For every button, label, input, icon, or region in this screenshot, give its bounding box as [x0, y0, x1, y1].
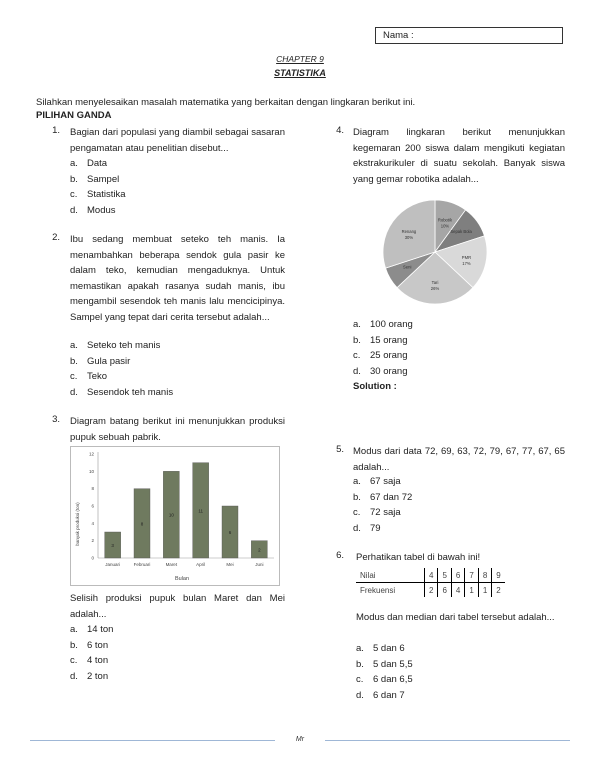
table-cell: 6	[451, 568, 464, 583]
option[interactable]: a. 14 ton	[70, 624, 114, 635]
table-header-label: Nilai	[356, 568, 425, 583]
pie-value-label: 26%	[430, 286, 440, 292]
q1-text: Bagian dari populasi yang diambil sebagai sasaran pengamatan atau penelitian disebut...	[70, 127, 285, 154]
q2-number: 2.	[52, 232, 60, 243]
q2-text: Ibu sedang membuat seteko teh manis. Ia menambahkan beberapa sendok gula pasir ke dalam teko, kemudian mengaduknya. Untuk memastikan apakah rasanya sudah manis, ibu mengambil sesendok teh manis lalu mencicipinya. Sampel yang tepat dari cerita tersebut adalah...	[70, 234, 285, 323]
option[interactable]: c. 4 ton	[70, 655, 109, 666]
chapter-label: CHAPTER 9	[276, 54, 324, 64]
option[interactable]: c. 72 saja	[353, 507, 401, 518]
q5-options	[353, 474, 412, 536]
option[interactable]: c. Teko	[70, 371, 108, 382]
table-cell: 1	[478, 583, 491, 598]
option[interactable]: a. Seteko teh manis	[70, 340, 161, 351]
q2-options	[70, 338, 173, 400]
x-tick-label: Maret	[165, 562, 178, 567]
table-cell: 8	[478, 568, 491, 583]
y-tick-label: 0	[91, 555, 94, 561]
table-cell: 1	[465, 583, 478, 598]
table-cell: 9	[492, 568, 505, 583]
table-cell: 5	[438, 568, 451, 583]
q3-number: 3.	[52, 414, 60, 425]
option[interactable]: c. 25 orang	[353, 350, 408, 361]
q6-number: 6.	[336, 550, 344, 561]
pie-label: Robotik	[437, 217, 453, 223]
bar-chart	[70, 446, 280, 586]
solution-label: Solution :	[353, 381, 397, 392]
frequency-table	[356, 568, 505, 597]
bar-value-label: 11	[198, 508, 204, 514]
pie-label: Renang	[401, 229, 417, 235]
bar-value-label: 3	[111, 543, 114, 548]
table-cell: 2	[492, 583, 505, 598]
option[interactable]: d. 79	[353, 522, 381, 534]
bar-value-label: 8	[140, 521, 144, 527]
q1-number: 1.	[52, 125, 60, 136]
pie-label: Tari	[431, 280, 439, 286]
intro-text: Silahkan menyelesaikan masalah matematika yang berkaitan dengan lingkaran berikut ini.	[36, 97, 416, 108]
table-cell: 2	[425, 583, 438, 598]
option[interactable]: d. 2 ton	[70, 670, 109, 682]
table-cell: 6	[438, 583, 451, 598]
option[interactable]: b. 6 ton	[70, 639, 109, 651]
option[interactable]: c. Statistika	[70, 189, 126, 200]
option[interactable]: b. Gula pasir	[70, 355, 131, 367]
bar-value-label: 10	[168, 512, 174, 518]
q3-text: Diagram batang berikut ini menunjukkan produksi pupuk sebuah pabrik.	[70, 416, 285, 443]
option[interactable]: d. Modus	[70, 204, 116, 216]
bar-value-label: 6	[228, 530, 232, 535]
x-tick-label: Mei	[226, 562, 234, 567]
option[interactable]: b. Sampel	[70, 173, 120, 185]
y-tick-label: 10	[88, 468, 94, 474]
y-tick-label: 12	[88, 451, 94, 457]
x-tick-label: Juni	[255, 562, 264, 567]
x-tick-label: Februari	[133, 562, 151, 567]
option[interactable]: c. 6 dan 6,5	[356, 674, 413, 685]
q3-question: Selisih produksi pupuk bulan Maret dan Mei adalah...	[70, 593, 285, 620]
y-axis-label: banyak produksi (ton)	[75, 502, 80, 546]
x-tick-label: April	[196, 562, 206, 567]
option[interactable]: b. 5 dan 5,5	[356, 658, 413, 670]
option[interactable]: b. 15 orang	[353, 334, 408, 346]
y-tick-label: 6	[91, 503, 94, 509]
q6-options	[356, 641, 413, 703]
q6-question: Modus dan median dari tabel tersebut adalah...	[356, 612, 555, 623]
table-cell: 7	[465, 568, 478, 583]
table-cell: 4	[425, 568, 438, 583]
option[interactable]: d. Sesendok teh manis	[70, 386, 174, 398]
bar-value-label: 2	[258, 547, 261, 553]
x-tick-label: Januari	[105, 562, 121, 567]
option[interactable]: a. 5 dan 6	[356, 643, 405, 654]
option[interactable]: a. 67 saja	[353, 476, 401, 487]
option[interactable]: b. 67 dan 72	[353, 491, 413, 503]
q4-number: 4.	[336, 125, 344, 136]
section-title: PILIHAN GANDA	[36, 110, 112, 121]
pie-chart	[373, 196, 498, 308]
option[interactable]: a. 100 orang	[353, 319, 413, 330]
y-tick-label: 8	[91, 486, 94, 492]
y-tick-label: 4	[91, 520, 94, 526]
option[interactable]: d. 30 orang	[353, 365, 408, 377]
pie-label: PMR	[461, 255, 472, 261]
q4-options	[353, 317, 413, 395]
q3-options	[70, 622, 113, 684]
q1-options	[70, 156, 126, 218]
q6-text: Perhatikan tabel di bawah ini!	[356, 552, 481, 563]
option[interactable]: d. 6 dan 7	[356, 689, 405, 701]
option[interactable]: a. Data	[70, 158, 108, 169]
name-label: Nama :	[383, 30, 414, 41]
pie-label: Seni	[403, 264, 412, 270]
y-tick-label: 2	[91, 538, 94, 544]
table-row-label: Frekuensi	[360, 585, 396, 595]
pie-value-label: 17%	[462, 261, 471, 267]
page-title: STATISTIKA	[274, 68, 326, 78]
pie-value-label: 10%	[440, 223, 450, 229]
name-field[interactable]	[375, 27, 563, 44]
x-axis-label: Bulan	[174, 576, 190, 582]
pie-label: Sepak Bola	[450, 229, 472, 235]
q5-number: 5.	[336, 444, 344, 455]
footer-text: Mr	[295, 736, 305, 743]
pie-value-label: 30%	[404, 235, 414, 241]
q4-text: Diagram lingkaran berikut menunjukkan kegemaran 200 siswa dalam mengikuti kegiatan ekstrakurikuler di suatu sekolah. Banyak siswa yang gemar robotika adalah...	[353, 127, 565, 185]
q5-text: Modus dari data 72, 69, 63, 72, 79, 67, 77, 67, 65 adalah...	[353, 446, 565, 473]
table-cell: 4	[451, 583, 464, 598]
